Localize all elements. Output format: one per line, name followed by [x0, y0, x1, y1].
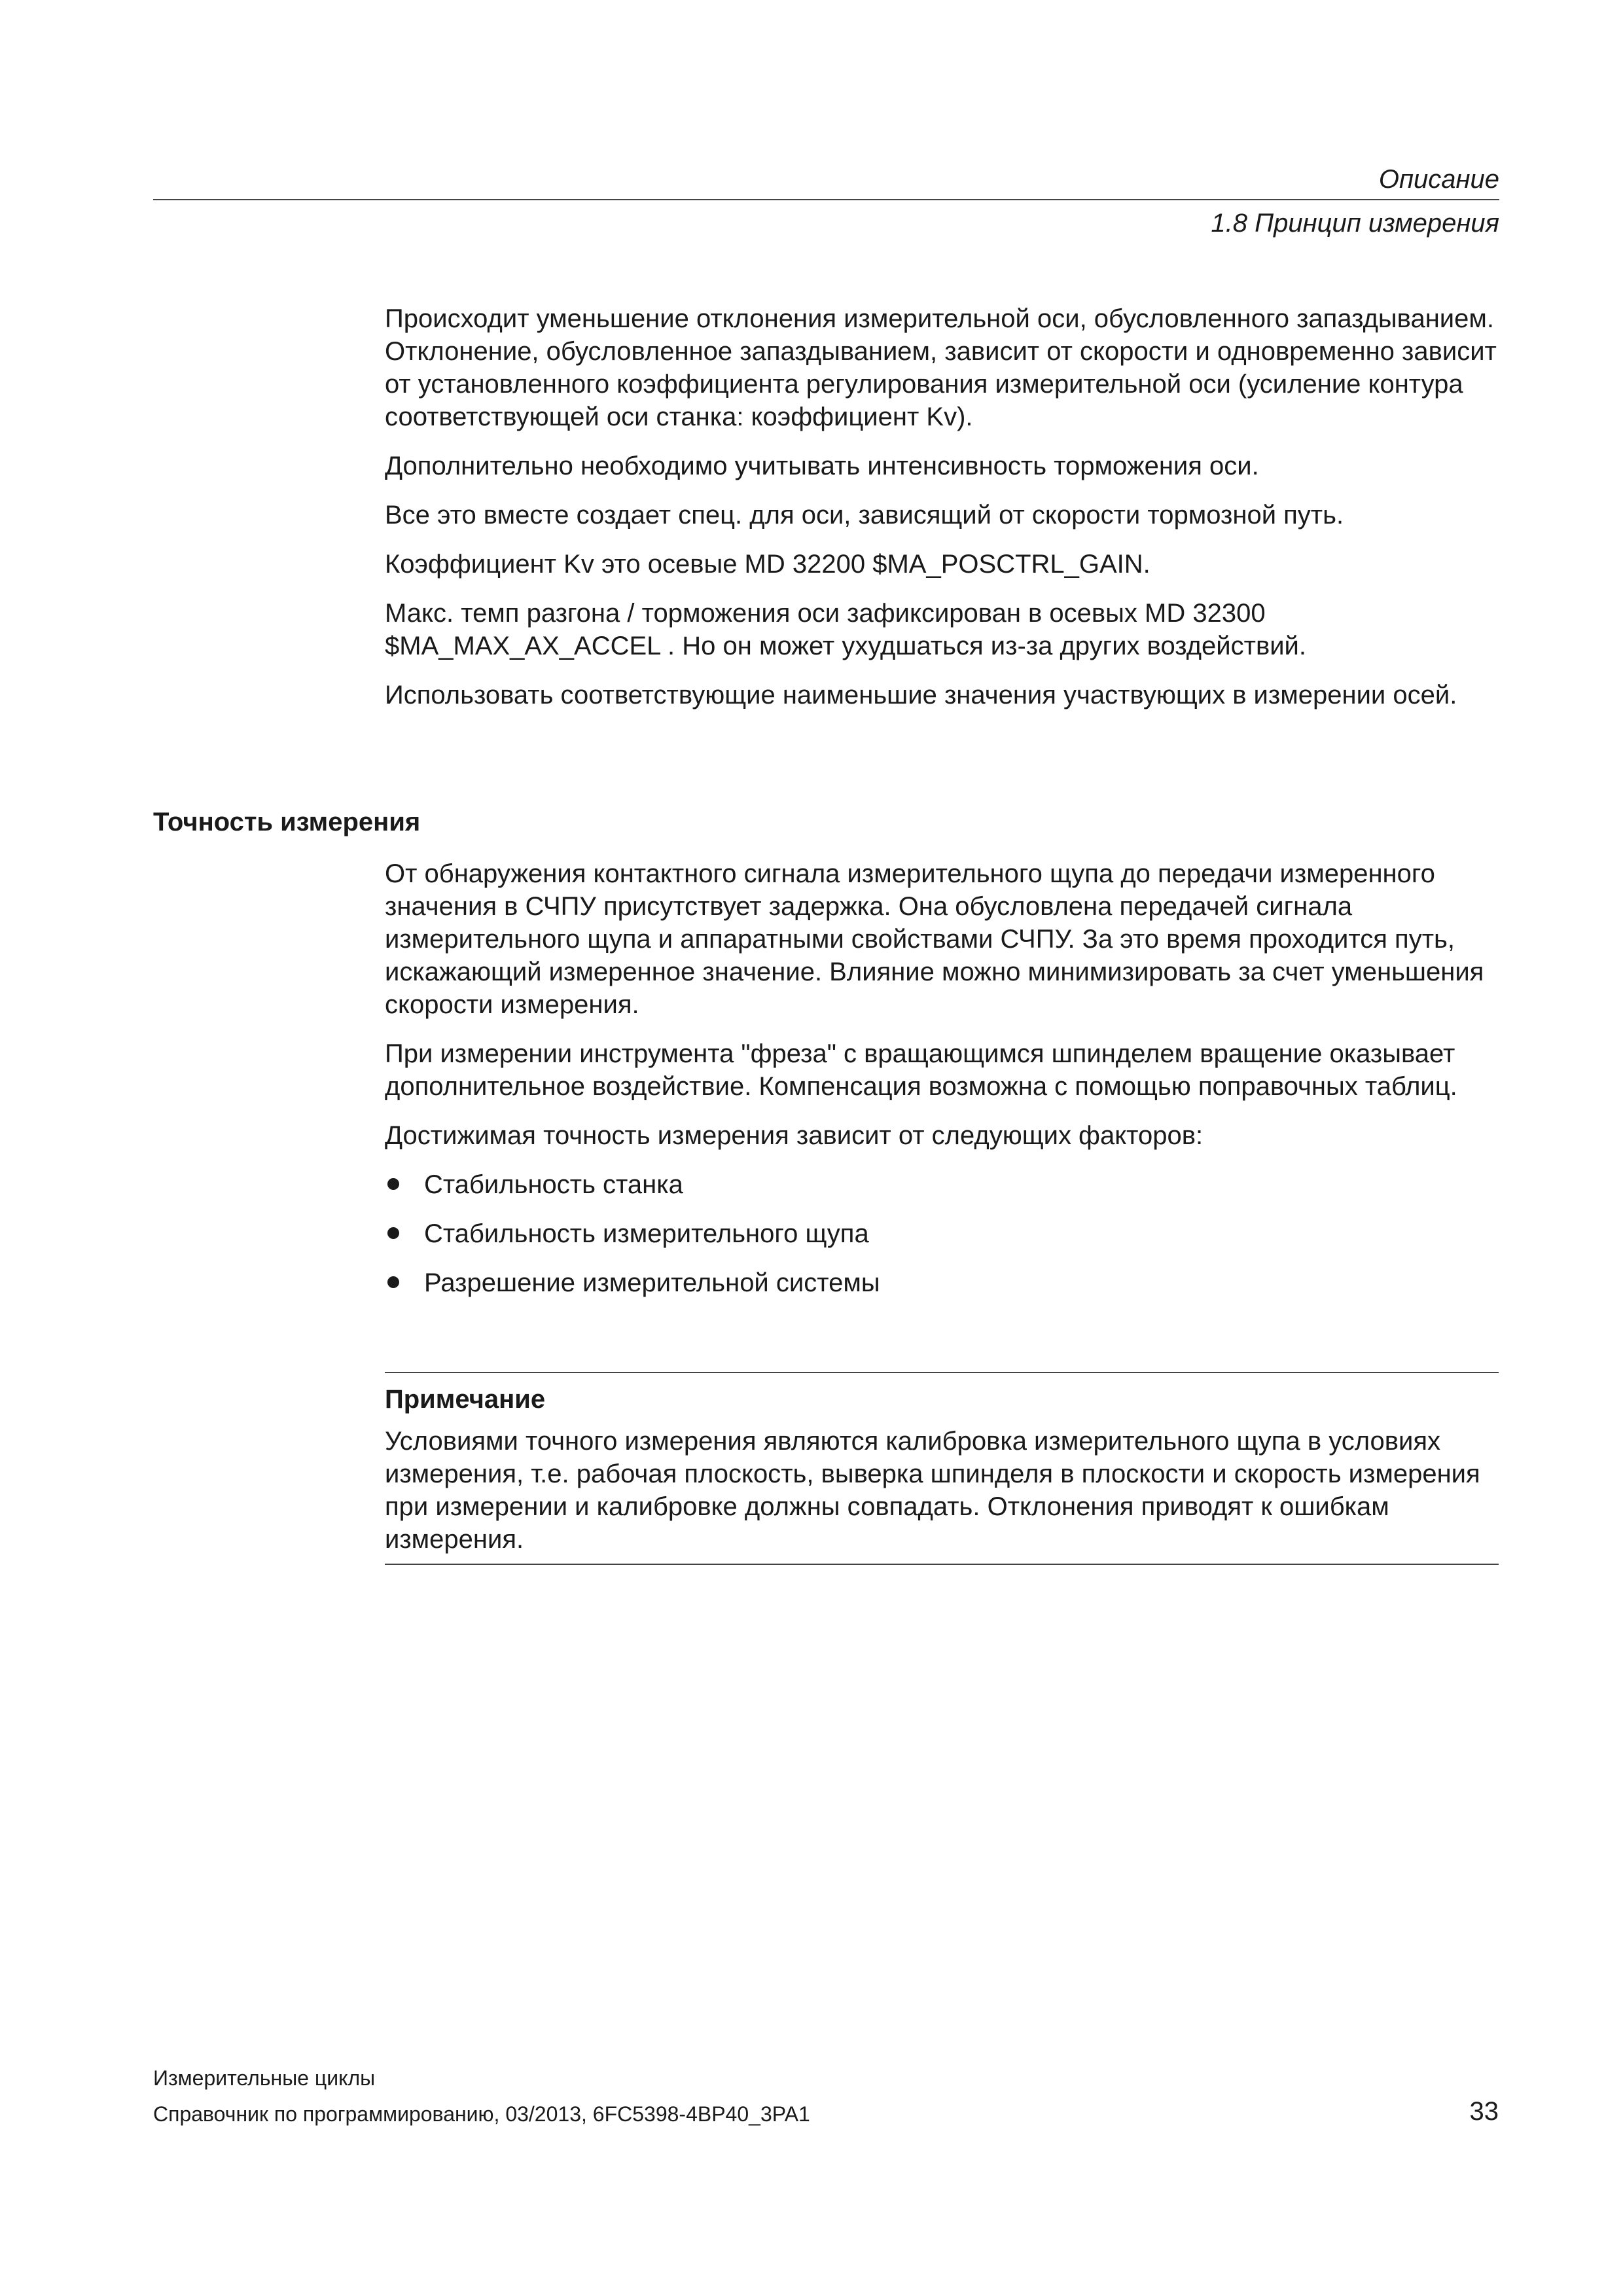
intro-paragraph-2: Дополнительно необходимо учитывать интенсивность торможения оси. — [385, 452, 1259, 480]
section-heading-accuracy: Точность измерения — [153, 808, 421, 836]
note-box — [385, 1372, 1499, 1565]
bullet-icon — [387, 1178, 399, 1190]
accuracy-paragraph-1: От обнаружения контактного сигнала измерительного щупа до передачи измеренного значения в СЧПУ присутствует задержка. Она обусловлена передачей сигнала измерительного щупа и аппаратными свойствами СЧПУ. За это время проходится путь, искажающий измеренное значение. Влияние можно минимизировать за счет уменьшения скорости измерения. — [385, 859, 1484, 1019]
factors-list — [385, 1168, 1504, 1299]
note-text: Условиями точного измерения являются калибровка измерительного щупа в условиях измерения, т.е. рабочая плоскость, выверка шпинделя в плоскости и скорость измерения при измерении и калибровке должны совпадать. Отклонения приводят к ошибкам измерения. — [385, 1427, 1480, 1554]
header-section: 1.8 Принцип измерения — [1211, 209, 1499, 238]
intro-paragraph-1: Происходит уменьшение отклонения измерительной оси, обусловленного запаздыванием. Отклонение, обусловленное запаздыванием, зависит от скорости и одновременно зависит от установленного коэффициента регулирования измерительной оси (усиление контура соответствующей оси станка: коэффициент Kv). — [385, 304, 1497, 431]
accuracy-paragraph-2: При измерении инструмента "фреза" с вращающимся шпинделем вращение оказывает дополнительное воздействие. Компенсация возможна с помощью поправочных таблиц. — [385, 1039, 1457, 1101]
intro-section — [385, 302, 1504, 728]
intro-paragraph-6: Использовать соответствующие наименьшие значения участвующих в измерении осей. — [385, 681, 1457, 709]
header-chapter: Описание — [1378, 165, 1499, 194]
bullet-icon — [387, 1276, 399, 1288]
list-item-text: Стабильность измерительного щупа — [424, 1219, 869, 1248]
list-item-text: Разрешение измерительной системы — [424, 1268, 880, 1297]
accuracy-paragraph-3: Достижимая точность измерения зависит от следующих факторов: — [385, 1121, 1204, 1150]
list-item-text: Стабильность станка — [424, 1170, 683, 1199]
list-item — [385, 1168, 1504, 1201]
header-divider — [153, 199, 1499, 200]
intro-paragraph-5: Макс. темп разгона / торможения оси зафиксирован в осевых MD 32300 $MA_MAX_AX_ACCEL . Но он может ухудшаться из-за других воздействий. — [385, 599, 1307, 660]
footer-document-info: Справочник по программированию, 03/2013, 6FC5398-4BP40_3PA1 — [153, 2102, 810, 2126]
bullet-icon — [387, 1227, 399, 1239]
accuracy-section — [385, 857, 1504, 1316]
list-item — [385, 1217, 1504, 1250]
footer-document-title: Измерительные циклы — [153, 2066, 376, 2090]
list-item — [385, 1266, 1504, 1299]
intro-paragraph-3: Все это вместе создает спец. для оси, зависящий от скорости тормозной путь. — [385, 501, 1344, 529]
intro-paragraph-4: Коэффициент Kv это осевые MD 32200 $MA_POSCTRL_GAIN. — [385, 550, 1150, 579]
note-title: Примечание — [385, 1385, 546, 1414]
page-number: 33 — [1469, 2097, 1499, 2126]
